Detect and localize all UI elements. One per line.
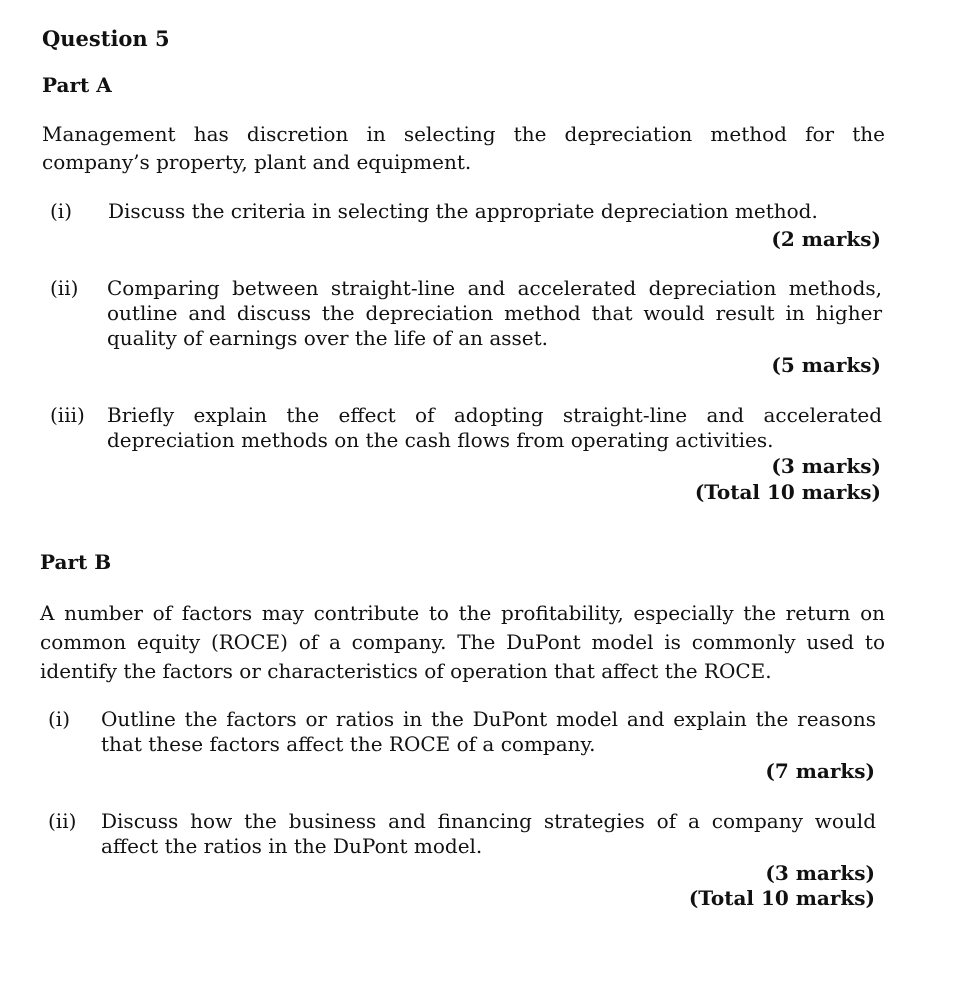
question-text: Discuss the criteria in selecting the appropriate depreciation method. [108, 199, 818, 223]
part-a-i-marks: (2 marks) [771, 227, 881, 251]
part-a-question-ii [50, 276, 882, 351]
question-title: Question 5 [42, 26, 170, 51]
part-b-question-i [48, 707, 876, 757]
part-a-iii-marks: (3 marks) [771, 454, 881, 478]
part-a-intro: Management has discretion in selecting the depreciation method for the company’s property, plant and equipment. [42, 122, 885, 174]
part-a-question-i [50, 199, 885, 224]
part-b-question-ii [48, 809, 876, 859]
part-a-ii-marks: (5 marks) [771, 353, 881, 377]
part-a-question-iii [50, 403, 882, 453]
part-a-title: Part A [42, 73, 112, 97]
question-number: (i) [50, 199, 73, 223]
part-b-intro: A number of factors may contribute to the profitability, especially the return on common equity (ROCE) of a company. The DuPont model is commonly used to identify the factors or characteristics of operation that affect the ROCE. [40, 601, 885, 683]
question-text: Outline the factors or ratios in the DuPont model and explain the reasons that these factors affect the ROCE of a company. [101, 707, 876, 756]
question-number: (ii) [48, 809, 77, 833]
part-a-total-marks: (Total 10 marks) [694, 480, 881, 504]
question-text: Briefly explain the effect of adopting straight-line and accelerated depreciation methods on the cash flows from operating activities. [107, 403, 882, 452]
question-number: (i) [48, 707, 71, 731]
question-text: Comparing between straight-line and accelerated depreciation methods, outline and discuss the depreciation method that would result in higher quality of earnings over the life of an asset. [107, 276, 882, 350]
part-b-i-marks: (7 marks) [765, 759, 875, 783]
question-number: (iii) [50, 403, 85, 427]
question-text: Discuss how the business and financing strategies of a company would affect the ratios in the DuPont model. [101, 809, 876, 858]
part-b-title: Part B [40, 550, 112, 574]
part-b-ii-marks: (3 marks) [765, 861, 875, 885]
question-number: (ii) [50, 276, 79, 300]
part-b-total-marks: (Total 10 marks) [688, 886, 875, 910]
